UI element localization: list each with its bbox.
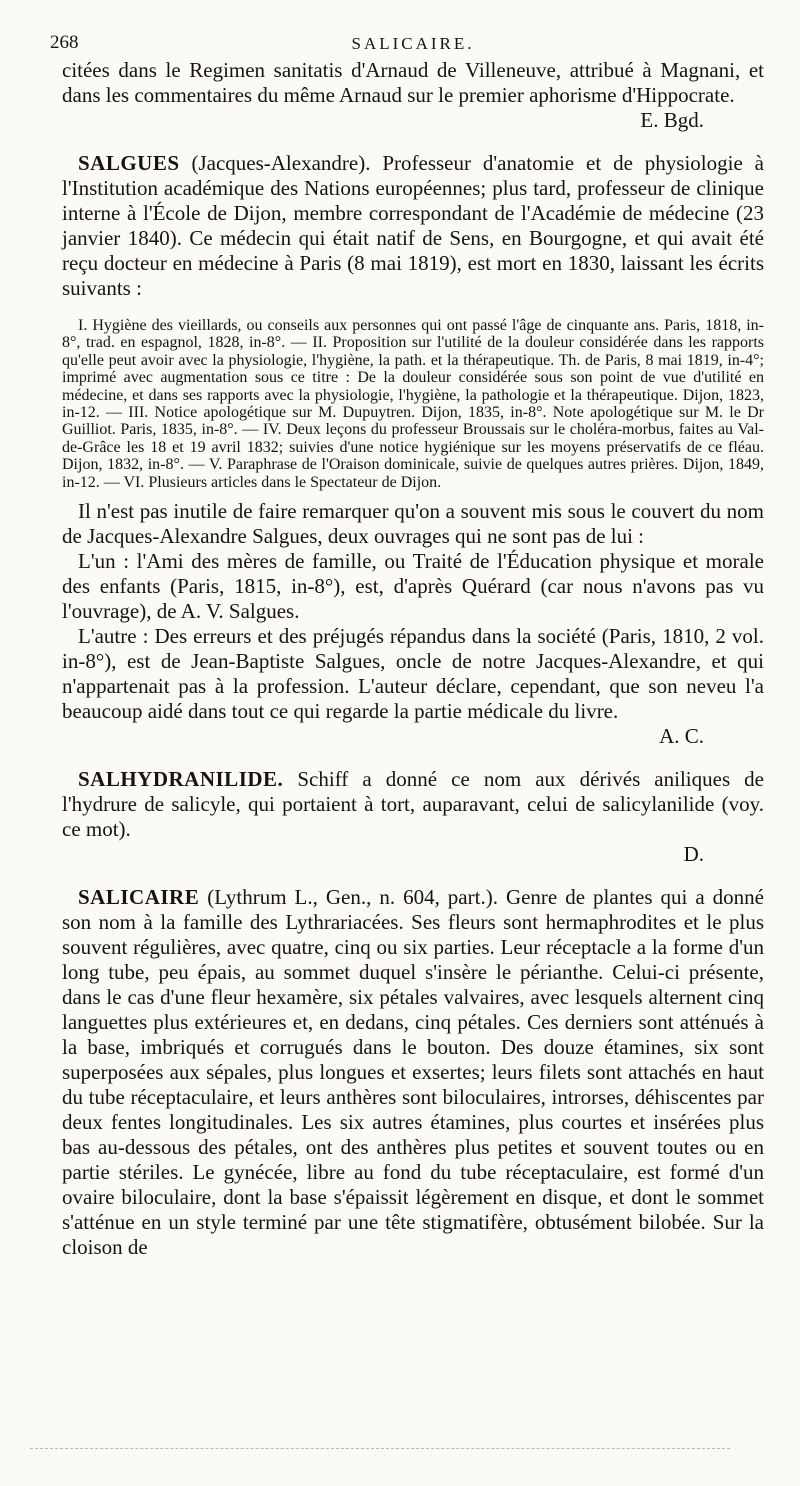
page-number: 268 (50, 32, 79, 53)
document-page (50, 28, 765, 1260)
entry-salicaire (62, 885, 764, 1260)
salgues-para-3: L'autre : Des erreurs et des préjugés répandus dans la société (Paris, 1810, 2 vol. in-8°), est de Jean-Baptiste Salgues, oncle de notre Jacques-Alexandre, et qui n'appartenait pas à la profession. L'auteur déclare, cependant, que son neveu l'a beaucoup aidé dans tout ce qui regarde la partie médicale du livre. (62, 624, 764, 724)
footer-rule (30, 1448, 730, 1449)
salgues-para-1: Il n'est pas inutile de faire remarquer qu'on a souvent mis sous le couvert du nom de Jacques-Alexandre Salgues, deux ouvrages qui ne sont pas de lui : (62, 499, 764, 549)
salhydranilide-text: Schiff a donné ce nom aux dérivés aniliques de l'hydrure de salicyle, qui portaient à tort, auparavant, celui de salicylanilide (voy. ce mot). (62, 767, 764, 842)
signature-d: D. (683, 842, 704, 867)
entry-salhydranilide (62, 767, 764, 867)
salgues-bibliography: I. Hygiène des vieillards, ou conseils aux personnes qui ont passé l'âge de cinquante ans. Paris, 1818, in-8°, trad. en espagnol, 1828, in-8°. — II. Proposition sur l'utilité de la douleur considérée dans les rapports qu'elle peut avoir avec la physiologie, l'hygiène, la path. et la thérapeutique. Th. de Paris, 8 mai 1819, in-4°; imprimé avec augmentation sous ce titre : De la douleur considérée sous son point de vue d'utilité en médecine, et dans ses rapports avec la physiologie, l'hygiène, la pathologie et la thérapeutique. Dijon, 1823, in-12. — III. Notice apologétique sur M. Dupuytren. Dijon, 1835, in-8°. Note apologétique sur M. le Dr Guilliot. Paris, 1835, in-8°. — IV. Deux leçons du professeur Broussais sur le choléra-morbus, faites au Val-de-Grâce les 18 et 19 avril 1832; suivies d'une notice hygiénique sur les moyens préservatifs de ce fléau. Dijon, 1832, in-8°. — V. Paraphrase de l'Oraison dominicale, suivie de quelques autres prières. Dijon, 1849, in-12. — VI. Plusieurs articles dans le Spectateur de Dijon. (62, 317, 764, 491)
salgues-para-2: L'un : l'Ami des mères de famille, ou Traité de l'Éducation physique et morale des enfants (Paris, 1815, in-8°), est, d'après Quérard (car nous n'avons pas vu l'ouvrage), de A. V. Salgues. (62, 549, 764, 624)
salgues-intro: (Jacques-Alexandre). Professeur d'anatomie et de physiologie à l'Institution académique des Nations européennes; plus tard, professeur de clinique interne à l'École de Dijon, membre correspondant de l'Académie de médecine (23 janvier 1840). Ce médecin qui était natif de Sens, en Bourgogne, et qui avait été reçu docteur en médecine à Paris (8 mai 1819), est mort en 1830, laissant les écrits suivants : (62, 151, 765, 300)
signature-bgd: E. Bgd. (640, 108, 704, 132)
continuation-text: citées dans le Regimen sanitatis d'Arnaud de Villeneuve, attribué à Magnani, et dans les commentaires du même Arnaud sur le premier aphorisme d'Hippocrate. (62, 58, 764, 107)
running-title: SALICAIRE. (351, 34, 475, 53)
signature-ac: A. C. (659, 724, 704, 749)
headword-salhydranilide: SALHYDRANILIDE. (78, 767, 284, 792)
salicaire-text: (Lythrum L., Gen., n. 604, part.). Genre de plantes qui a donné son nom à la famille des Lythrariacées. Ses fleurs sont hermaphrodites et le plus souvent régulières, avec quatre, cinq ou six parties. Leur réceptacle a la forme d'un long tube, peu épais, au sommet duquel s'insère le périanthe. Celui-ci présente, dans le cas d'une fleur hexamère, six pétales valvaires, avec lesquels alternent cinq languettes plus extérieures et, en dedans, cinq pétales. Ces derniers sont atténués à la base, imbriqués et corrugués dans le bouton. Des douze étamines, six sont superposées aux sépales, plus longues et exsertes; leurs filets sont attachés en haut du tube réceptaculaire, et leurs anthères sont biloculaires, introrses, déhiscentes par deux fentes longitudinales. Les six autres étamines, plus courtes et insérées plus bas au-dessous des pétales, ont des anthères plus petites et souvent toutes ou en partie stériles. Le gynécée, libre au fond du tube réceptaculaire, est formé d'un ovaire biloculaire, dont la base s'épaissit légèrement en disque, et dont le sommet s'atténue en un style terminé par une tête stigmatifère, obtusément bilobée. Sur la cloison de (62, 885, 764, 1260)
page-header (50, 28, 764, 58)
entry-salgues (62, 151, 764, 749)
headword-salgues: SALGUES (78, 151, 180, 175)
headword-salicaire: SALICAIRE (78, 885, 200, 910)
